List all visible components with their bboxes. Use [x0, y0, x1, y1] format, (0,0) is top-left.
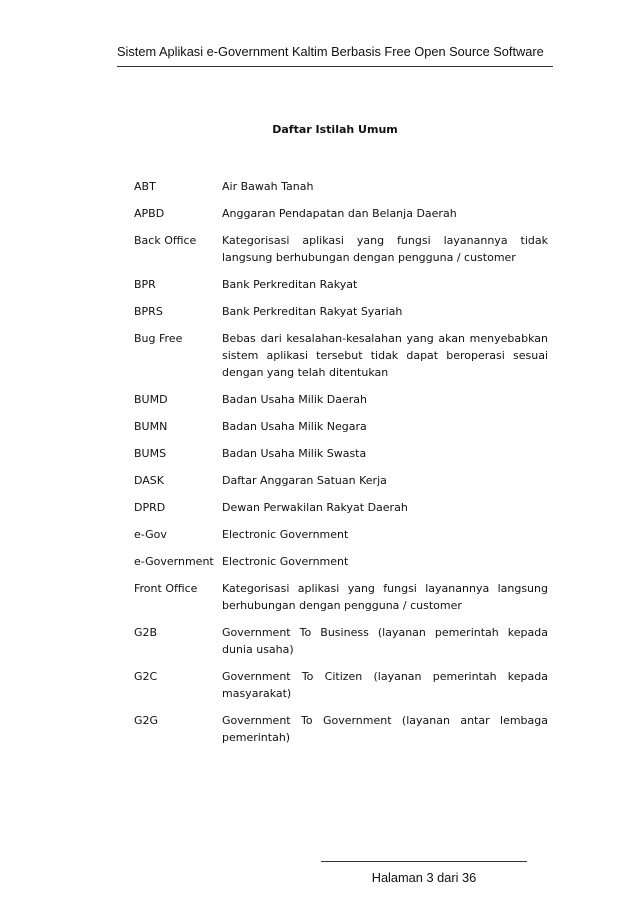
glossary-row: [134, 232, 548, 266]
term-definition: Badan Usaha Milik Swasta: [222, 447, 367, 460]
term-definition: Government To Business (layanan pemerintah kepada dunia usaha): [222, 626, 548, 656]
term-abbreviation: e-Gov: [134, 528, 167, 541]
term-definition: Anggaran Pendapatan dan Belanja Daerah: [222, 207, 457, 220]
term-definition: Badan Usaha Milik Daerah: [222, 393, 367, 406]
term-definition: Bank Perkreditan Rakyat: [222, 278, 358, 291]
term-abbreviation: ABT: [134, 180, 156, 193]
footer-divider: [321, 861, 527, 862]
term-abbreviation: APBD: [134, 207, 165, 220]
glossary-row: [134, 553, 548, 570]
document-title: Daftar Istilah Umum: [272, 123, 398, 136]
glossary-row: [134, 330, 548, 381]
page-number: Halaman 3 dari 36: [371, 870, 477, 885]
term-abbreviation: Back Office: [134, 234, 197, 247]
term-abbreviation: BUMS: [134, 447, 167, 460]
glossary-row: [134, 624, 548, 658]
term-abbreviation: BPR: [134, 278, 156, 291]
term-abbreviation: Front Office: [134, 582, 198, 595]
term-definition: Government To Citizen (layanan pemerintah kepada masyarakat): [222, 670, 548, 700]
term-definition: Electronic Government: [222, 555, 349, 568]
page-header: Sistem Aplikasi e-Government Kaltim Berbasis Free Open Source Software: [117, 44, 544, 59]
term-abbreviation: G2B: [134, 626, 158, 639]
term-definition: Kategorisasi aplikasi yang fungsi layanannya langsung berhubungan dengan pengguna / customer: [222, 582, 548, 612]
term-definition: Badan Usaha Milik Negara: [222, 420, 367, 433]
glossary-row: [134, 668, 548, 702]
glossary-row: [134, 526, 548, 543]
glossary-row: [134, 205, 548, 222]
glossary-row: [134, 391, 548, 408]
term-abbreviation: G2C: [134, 670, 158, 683]
term-definition: Kategorisasi aplikasi yang fungsi layanannya tidak langsung berhubungan dengan pengguna / customer: [222, 234, 548, 264]
glossary-row: [134, 499, 548, 516]
term-abbreviation: DASK: [134, 474, 164, 487]
glossary-row: [134, 276, 548, 293]
glossary-row: [134, 712, 548, 746]
term-abbreviation: DPRD: [134, 501, 166, 514]
term-abbreviation: BPRS: [134, 305, 163, 318]
term-abbreviation: G2G: [134, 714, 159, 727]
term-definition: Air Bawah Tanah: [222, 180, 314, 193]
glossary-row: [134, 303, 548, 320]
glossary-row: [134, 472, 548, 489]
term-abbreviation: BUMN: [134, 420, 168, 433]
term-definition: Bank Perkreditan Rakyat Syariah: [222, 305, 403, 318]
glossary-row: [134, 418, 548, 435]
term-abbreviation: Bug Free: [134, 332, 183, 345]
term-definition: Government To Government (layanan antar lembaga pemerintah): [222, 714, 548, 744]
term-definition: Daftar Anggaran Satuan Kerja: [222, 474, 387, 487]
term-abbreviation: BUMD: [134, 393, 168, 406]
term-definition: Bebas dari kesalahan-kesalahan yang akan menyebabkan sistem aplikasi tersebut tidak dapat beroperasi sesuai dengan yang telah ditentukan: [222, 332, 548, 379]
glossary-list: [134, 178, 548, 756]
term-definition: Dewan Perwakilan Rakyat Daerah: [222, 501, 408, 514]
glossary-row: [134, 580, 548, 614]
glossary-row: [134, 178, 548, 195]
glossary-row: [134, 445, 548, 462]
term-definition: Electronic Government: [222, 528, 349, 541]
header-divider: [117, 66, 553, 67]
term-abbreviation: e-Government: [134, 555, 214, 568]
